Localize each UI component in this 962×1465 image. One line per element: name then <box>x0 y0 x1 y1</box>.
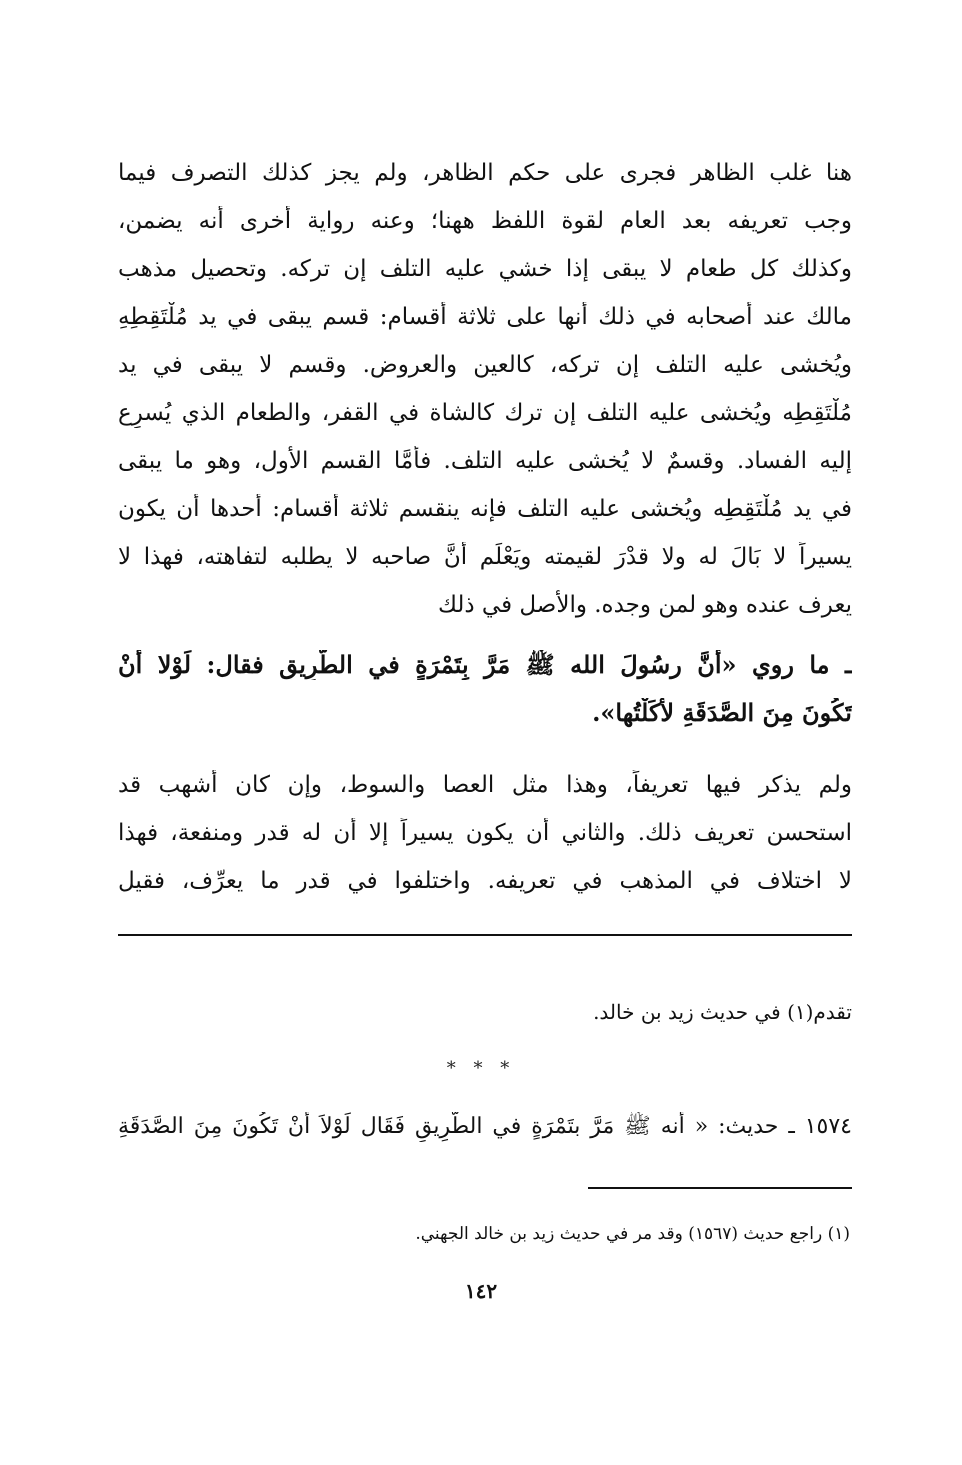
hadith-quote-line: تَكُونَ مِنَ الصَّدَقَةِ لأكَلْتُها». <box>592 698 852 727</box>
text-line: مُلْتَقِطِه ويُخشى عليه التلف إن ترك كالشاة في القفر، والطعام الذي يُسرِع <box>118 400 852 426</box>
text-line: ولم يذكر فيها تعريفاً، وهذا مثل العصا والسوط، وإن كان أشهب قد <box>118 772 852 798</box>
text-line: لا اختلاف في المذهب في تعريفه. واختلفوا في قدر ما يعرِّف، فقيل <box>118 868 852 894</box>
text-line: ويُخشى عليه التلف إن تركه، كالعين والعروض. وقسم لا يبقى في يد <box>118 352 852 378</box>
text-line: يسيراً لا بَالَ له ولا قدْرَ لقيمته ويَعْلَم أنَّ صاحبه لا يطلبه لتفاهته، فهذا لا <box>118 544 852 570</box>
hadith-1574-line: ١٥٧٤ ـ حديث: « أنه ﷺ مَرَّ بتَمْرَةٍ في الطَّرِيقِ فَقَال لَوْلاَ أنْ تَكُونَ مِنَ الصَّدَقَةِ <box>118 1114 852 1139</box>
text-line: يعرف عنده وهو لمن وجده. والأصل في ذلك <box>437 592 852 618</box>
text-line: وكذلك كل طعام لا يبقى إذا خشي عليه التلف إن تركه. وتحصيل مذهب <box>118 256 852 282</box>
text-line: في يد مُلْتَقِطِه ويُخشى عليه التلف فإنه ينقسم ثلاثة أقسام: أحدها أن يكون <box>118 496 852 522</box>
text-line: هنا غلب الظاهر فجرى على حكم الظاهر، ولم يجز كذلك التصرف فيما <box>118 160 852 186</box>
section-separator: * * * <box>446 1058 516 1079</box>
page-number: ١٤٢ <box>464 1279 498 1303</box>
footnote: (١) راجع حديث (١٥٦٧) وقد مر في حديث زيد بن خالد الجهني. <box>415 1224 850 1244</box>
text-line: إليه الفساد. وقسمٌ لا يُخشى عليه التلف. فأمَّا القسم الأول، وهو ما يبقى <box>118 448 852 474</box>
main-text-divider <box>118 934 852 936</box>
text-line: وجب تعريفه بعد العام لقوة اللفظ ههنا؛ وعنه رواية أخرى أنه يضمن، <box>118 208 852 234</box>
footnote-divider <box>588 1187 852 1189</box>
text-line: مالك عند أصحابه في ذلك أنها على ثلاثة أقسام: قسم يبقى في يد مُلْتَقِطِهِ <box>118 304 852 330</box>
main-text-block <box>118 150 852 910</box>
hadith-quote-line: ـ ما روي «أنَّ رسُولَ الله ﷺ مَرَّ بِتَمْرَةٍ في الطَّرِيقِ فقال: لَوْلا أَنْ <box>118 650 852 679</box>
text-line: استحسن تعريف ذلك. والثاني أن يكون يسيراً إلا أن له قدر ومنفعة، فهذا <box>118 820 852 846</box>
commentary-note: تقدم(١) في حديث زيد بن خالد. <box>593 1000 852 1024</box>
